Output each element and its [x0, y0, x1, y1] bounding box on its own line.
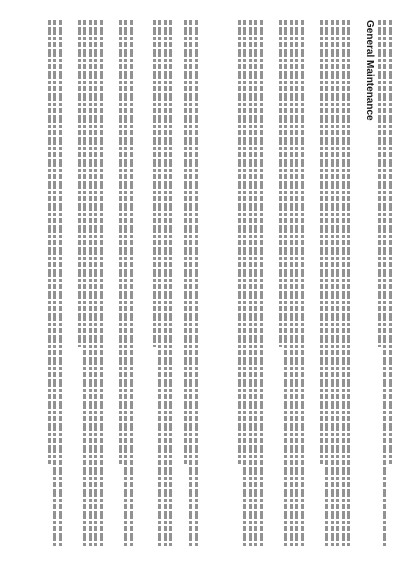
text-block [48, 20, 71, 548]
subheading [224, 20, 231, 548]
body-line [389, 20, 392, 464]
text-block [279, 20, 313, 548]
subheading [64, 20, 71, 548]
subheading [306, 20, 313, 548]
text-column-general-maintenance [224, 14, 396, 554]
warning-heading [138, 20, 146, 548]
subheading [265, 20, 272, 548]
text-block [224, 20, 231, 548]
section-heading: General Maintenance [364, 20, 376, 121]
text-column-safety [30, 14, 202, 554]
body-line [384, 20, 387, 548]
subheading [105, 20, 112, 548]
text-block [153, 20, 182, 548]
text-block [78, 20, 112, 548]
body-line [378, 20, 381, 347]
subheading [353, 20, 360, 548]
text-block [238, 20, 272, 548]
text-block [119, 20, 133, 548]
warning-heading [33, 20, 41, 548]
text-block [320, 20, 360, 548]
subheading [175, 20, 182, 548]
